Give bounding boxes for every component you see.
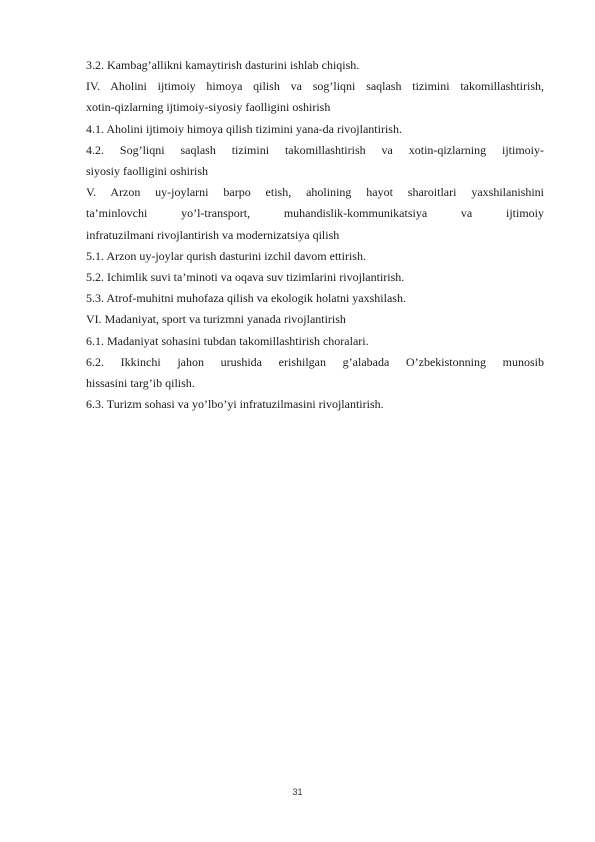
line: IV. Aholini ijtimoiy himoya qilish va sog’liqni saqlash tizimini takomillashtirish, — [86, 79, 544, 94]
line: infratuzilmani rivojlantirish va modernizatsiya qilish — [86, 227, 340, 242]
paragraph-6-1 — [86, 331, 544, 352]
line: 3.2. Kambag’allikni kamaytirish dasturini ishlab chiqish. — [86, 58, 360, 72]
paragraph-4-2 — [86, 140, 544, 182]
line: VI. Madaniyat, sport va turizmni yanada rivojlantirish — [86, 312, 346, 327]
line: 4.1. Aholini ijtimoiy himoya qilish tizimini yana-da rivojlantirish. — [86, 121, 402, 136]
paragraph-5-1 — [86, 246, 544, 267]
line: V. Arzon uy-joylarni barpo etish, aholining hayot sharoitlari yaxshilanishini — [86, 185, 544, 200]
line: 4.2. Sog’liqni saqlash tizimini takomillashtirish va xotin-qizlarning ijtimoiy- — [86, 142, 544, 157]
line: 6.1. Madaniyat sohasini tubdan takomillashtirish choralari. — [86, 333, 369, 348]
line: siyosiy faolligini oshirish — [86, 164, 209, 179]
line: ta’minlovchi yo’l-transport, muhandislik-kommunikatsiya va ijtimoiy — [86, 206, 544, 221]
line: 5.2. Ichimlik suvi ta’minoti va oqava suv tizimlarini rivojlantirish. — [86, 270, 405, 285]
paragraph-5-3 — [86, 288, 544, 309]
page-number: 31 — [292, 787, 303, 797]
line: 6.2. Ikkinchi jahon urushida erishilgan g’alabada O’zbekistonning munosib — [86, 354, 544, 369]
paragraph-3-2 — [86, 55, 544, 76]
paragraph-6-2 — [86, 352, 544, 394]
line: 5.3. Atrof-muhitni muhofaza qilish va ekologik holatni yaxshilash. — [86, 291, 406, 306]
section-iv-heading — [86, 76, 544, 118]
paragraph-5-2 — [86, 267, 544, 288]
line: xotin-qizlarning ijtimoiy-siyosiy faolligini oshirish — [86, 100, 331, 115]
paragraph-4-1 — [86, 119, 544, 140]
line: 6.3. Turizm sohasi va yo’lbo’yi infratuzilmasini rivojlantirish. — [86, 397, 384, 412]
line: 5.1. Arzon uy-joylar qurish dasturini izchil davom ettirish. — [86, 248, 366, 263]
document-body — [86, 55, 544, 415]
section-vi-heading — [86, 309, 544, 330]
paragraph-6-3 — [86, 394, 544, 415]
section-v-heading — [86, 182, 544, 246]
line: hissasini targ’ib qilish. — [86, 376, 195, 391]
